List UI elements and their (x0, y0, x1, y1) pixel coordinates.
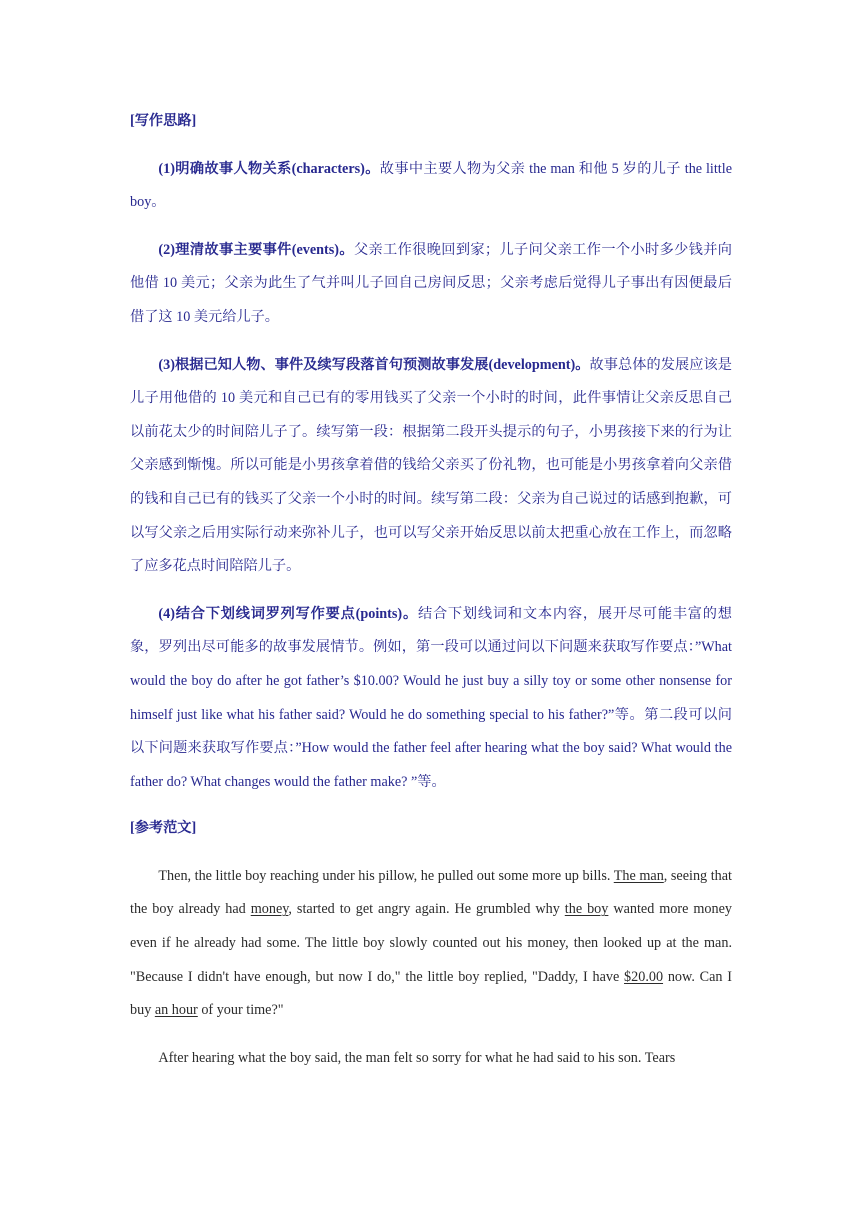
underlined-word: The man (613, 867, 664, 884)
underlined-word: $20.00 (624, 968, 664, 985)
essay-text: , started to get angry again. He grumbled why (288, 901, 565, 918)
point-3-text: 故事总体的发展应该是儿子用他借的 10 美元和自己已有的零用钱买了父亲一个小时的时间，此件事情让父亲反思自己以前花太少的时间陪儿子了。续写第一段：根据第二段开头提示的句子，小男孩接下来的行为让父亲感到惭愧。所以可能是小男孩拿着借的钱给父亲买了份礼物，也可能是小男孩拿着向父亲借的钱和自己已有的钱买了父亲一个小时的时间。续写第二段：父亲为自己说过的话感到抱歉，可以写父亲之后用实际行动来弥补儿子，也可以写父亲开始反思以前太把重心放在工作上，而忽略了应多花点时间陪陪儿子。 (130, 356, 732, 575)
essay-text: , seeing that the boy already had (130, 867, 732, 918)
section-heading-sample-essay: [参考范文] (130, 820, 197, 837)
essay-paragraph-1 (130, 860, 732, 1028)
document-page (130, 104, 732, 1075)
point-1-text: 故事中主要人物为父亲 the man 和他 5 岁的儿子 the little boy。 (130, 160, 732, 211)
essay-text: wanted more money even if he already had some. The little boy slowly counted out his money, then looked up at the man. "Because I didn't have enough, but now I do," the little boy replied, "Daddy, I have (130, 901, 733, 985)
point-4-text: 结合下划线词和文本内容，展开尽可能丰富的想象，罗列出尽可能多的故事发展情节。例如，第一段可以通过问以下问题来获取写作要点：”What would the boy do after he got father’s $10.00? Would he just buy a silly toy or some other nonsense for himself just like what his father said? Would he do something special to his father?”等。第二段可以问以下问题来获取写作要点：”How would the father feel after hearing what the boy said? What would the father do? What changes would the father make? ”等。 (130, 605, 732, 790)
essay-paragraph-2: After hearing what the boy said, the man felt so sorry for what he had said to his son. Tears (158, 1049, 676, 1066)
point-2-title: (2)理清故事主要事件(events)。 (158, 241, 354, 258)
writing-point-1 (130, 153, 732, 220)
point-2-text: 父亲工作很晚回到家；儿子问父亲工作一个小时多少钱并向他借 10 美元；父亲为此生了气并叫儿子回自己房间反思；父亲考虑后觉得儿子事出有因便最后借了这 10 美元给儿子。 (130, 241, 732, 325)
underlined-word: money (250, 901, 289, 918)
essay-text: now. Can I buy (130, 968, 732, 1019)
section-heading-writing-ideas: [写作思路] (130, 113, 197, 129)
point-1-title: (1)明确故事人物关系(characters)。 (158, 160, 380, 177)
essay-text: Then, the little boy reaching under his pillow, he pulled out some more up bills. (158, 867, 614, 884)
writing-point-4 (130, 598, 732, 800)
point-4-title: (4)结合下划线词罗列写作要点(points)。 (158, 605, 418, 622)
essay-text: of your time?" (197, 1002, 284, 1019)
underlined-word: an hour (154, 1002, 198, 1019)
writing-point-2 (130, 234, 732, 335)
point-3-title: (3)根据已知人物、事件及续写段落首句预测故事发展(development)。 (158, 356, 590, 373)
writing-point-3 (130, 349, 732, 584)
underlined-word: the boy (564, 901, 609, 918)
